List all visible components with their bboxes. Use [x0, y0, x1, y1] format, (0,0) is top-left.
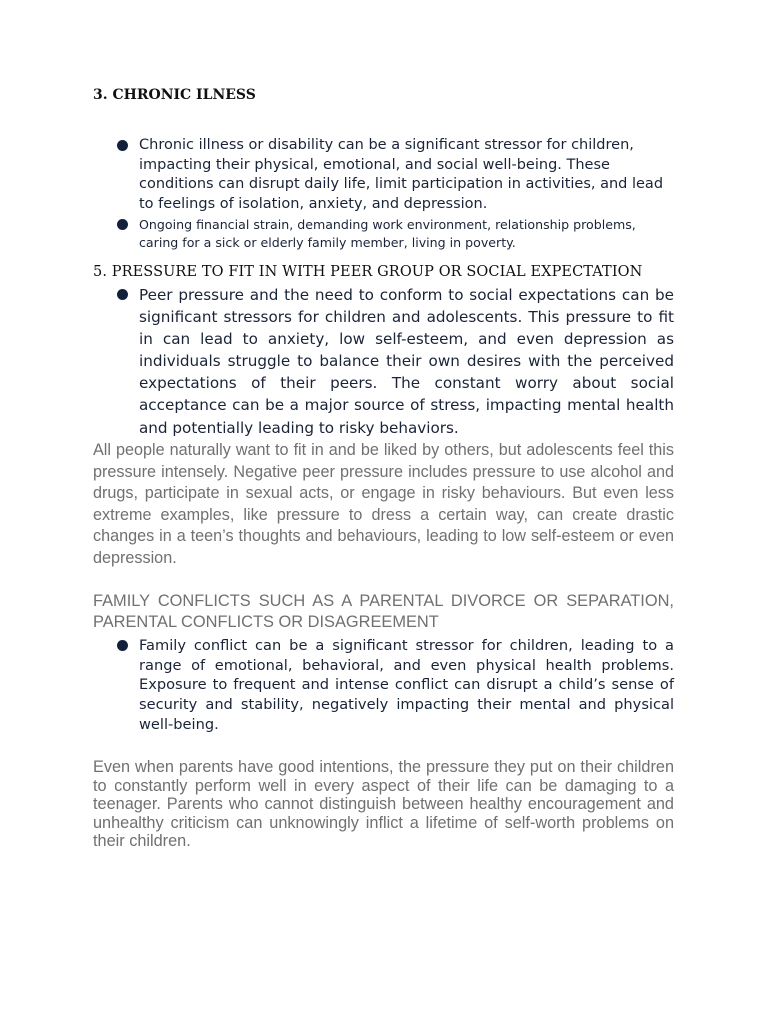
bullet-dot-icon: [117, 289, 128, 300]
family-conflicts-bullet-list: [139, 636, 674, 735]
bullet-text: Peer pressure and the need to conform to social expectations can be significant stressors for children and adolescents. This pressure to fit in can lead to anxiety, low self-esteem, and even depression as individuals struggle to balance their own desires with the perceived expectations of their peers. The constant worry about social acceptance can be a major source of stress, impacting mental health and potentially leading to risky behaviors.: [139, 286, 674, 437]
peer-pressure-paragraph: All people naturally want to fit in and be liked by others, but adolescents feel this pressure intensely. Negative peer pressure includes pressure to use alcohol and drugs, participate in sexual acts, or engage in risky behaviours. But even less extreme examples, like pressure to dress a certain way, can create drastic changes in a teen’s thoughts and behaviours, leading to low self-esteem or even depression.: [93, 441, 674, 567]
section-heading-chronic-illness: 3. CHRONIC ILNESS: [93, 87, 256, 103]
peer-pressure-bullet-list: [139, 284, 674, 439]
chronic-illness-bullet-list: [139, 136, 675, 251]
bullet-dot-icon: [117, 640, 128, 651]
section-heading-peer-pressure: 5. PRESSURE TO FIT IN WITH PEER GROUP OR SOCIAL EXPECTATION: [93, 264, 643, 280]
list-item: [139, 636, 674, 735]
list-item: [139, 136, 675, 214]
bullet-text: Chronic illness or disability can be a significant stressor for children, impacting their physical, emotional, and social well-being. These conditions can disrupt daily life, limit participation in activities, and lead to feelings of isolation, anxiety, and depression.: [139, 137, 664, 212]
bullet-dot-icon: [117, 219, 128, 230]
bullet-text: Family conflict can be a significant stressor for children, leading to a range of emotional, behavioral, and even physical health problems. Exposure to frequent and intense conflict can disrupt a child’s sense of security and stability, negatively impacting their mental and physical well-being.: [139, 637, 674, 733]
list-item: [139, 284, 674, 439]
family-conflicts-paragraph: Even when parents have good intentions, the pressure they put on their children to constantly perform well in every aspect of their life can be damaging to a teenager. Parents who cannot distinguish between healthy encouragement and unhealthy criticism can unknowingly inflict a lifetime of self-worth problems on their children.: [93, 758, 674, 851]
section-heading-family-conflicts: FAMILY CONFLICTS SUCH AS A PARENTAL DIVORCE OR SEPARATION, PARENTAL CONFLICTS OR DISAGREEMENT: [93, 592, 674, 631]
bullet-text: Ongoing financial strain, demanding work environment, relationship problems, caring for a sick or elderly family member, living in poverty.: [139, 217, 636, 250]
list-item: [139, 216, 675, 250]
bullet-dot-icon: [117, 140, 128, 151]
